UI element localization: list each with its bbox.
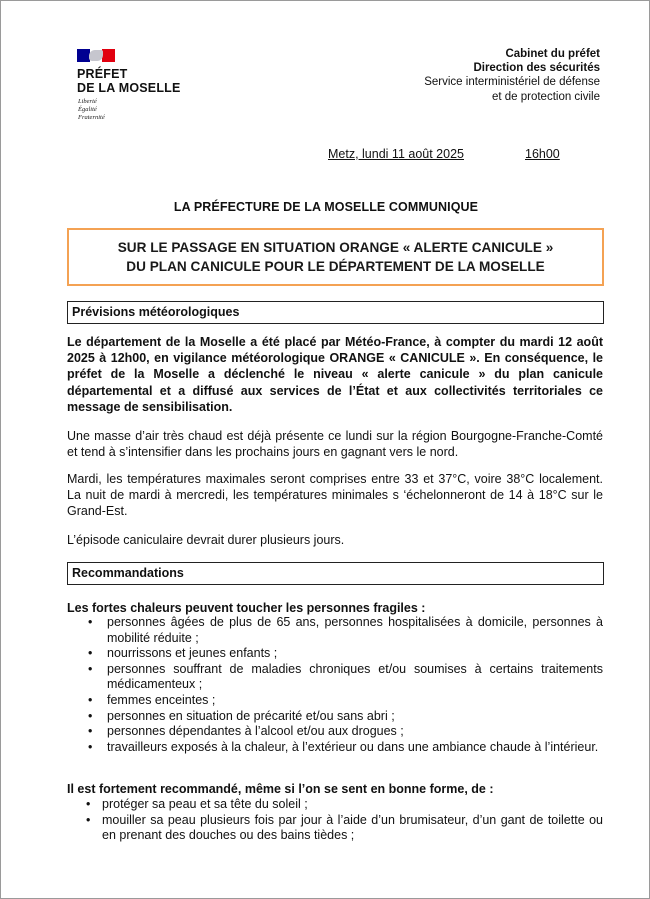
service-label-line1: Service interministériel de défense [424, 76, 600, 89]
bullet-icon: • [88, 724, 93, 739]
motto-fraternite: Fraternité [78, 114, 105, 121]
prefecture-name-line1: PRÉFET [77, 67, 128, 81]
list-item-text: protéger sa peau et sa tête du soleil ; [102, 797, 308, 811]
marianne-flag-logo [77, 49, 115, 62]
list-item [67, 693, 603, 709]
bullet-icon: • [86, 797, 91, 811]
motto-egalite: Égalité [78, 106, 97, 113]
intro-paragraph: Le département de la Moselle a été placé par Météo-France, à compter du mardi 12 août 2025 à 12h00, en vigilance météorologique ORANGE « CANICULE ». En conséquence, le préfet de la Moselle a déclenché le niveau « alerte canicule » du plan canicule départemental et a diffusé aux services de l’État et aux collectivités territoriales ce message de sensibilisation. [67, 335, 603, 414]
list-item [67, 740, 603, 756]
list-item-text: mouiller sa peau plusieurs fois par jour à l’aide d’un brumisateur, d’un gant de toilette ou en prenant des douches ou des bains tièdes ; [102, 812, 603, 843]
duration-paragraph: L’épisode caniculaire devrait durer plusieurs jours. [67, 533, 345, 547]
list-item-text: personnes âgées de plus de 65 ans, personnes hospitalisées à domicile, personnes à mobilité réduite ; [107, 615, 603, 645]
direction-label: Direction des sécurités [473, 62, 600, 75]
list-item-text: travailleurs exposés à la chaleur, à l’extérieur ou dans une ambiance chaude à l’intérieur. [107, 739, 599, 754]
communique-heading: LA PRÉFECTURE DE LA MOSELLE COMMUNIQUE [173, 200, 479, 214]
place-date: Metz, lundi 11 août 2025 [328, 147, 464, 161]
list-item [67, 813, 603, 844]
motto-liberte: Liberté [78, 98, 97, 105]
advice-list [67, 797, 603, 844]
republic-motto [78, 98, 105, 122]
list-item-text: personnes en situation de précarité et/ou sans abri ; [107, 708, 395, 723]
alert-title-line2: DU PLAN CANICULE POUR LE DÉPARTEMENT DE LA MOSELLE [126, 259, 545, 274]
cabinet-label: Cabinet du préfet [505, 48, 600, 60]
prefecture-name-line2: DE LA MOSELLE [77, 81, 181, 95]
list-item-text: personnes souffrant de maladies chroniques et/ou soumises à certains traitements médicamenteux ; [107, 661, 603, 692]
fragile-people-list [67, 615, 603, 755]
list-item [67, 662, 603, 693]
issuing-service [424, 47, 600, 104]
air-mass-paragraph: Une masse d’air très chaud est déjà présente ce lundi sur la région Bourgogne-Franche-Comté et tend à s’intensifier dans les prochains jours en gagnant vers le nord. [67, 429, 603, 460]
service-label-line2: et de protection civile [491, 90, 600, 103]
bullet-icon: • [88, 615, 93, 629]
list-item-text: nourrissons et jeunes enfants ; [107, 646, 278, 661]
bullet-icon: • [88, 739, 93, 754]
list-item-text: femmes enceintes ; [107, 692, 216, 707]
temperatures-paragraph: Mardi, les températures maximales seront comprises entre 33 et 37°C, voire 38°C localement. La nuit de mardi à mercredi, les températures minimales s ‘échelonneront de 14 à 18°C sur le Grand-Est. [67, 472, 603, 519]
bullet-icon: • [88, 708, 93, 723]
bullet-icon: • [88, 646, 93, 661]
list-item [67, 797, 603, 813]
bullet-icon: • [88, 661, 93, 676]
prefecture-name [77, 67, 181, 95]
section-recommandations-title: Recommandations [67, 562, 604, 585]
alert-title-box [67, 228, 604, 286]
alert-title-line1: SUR LE PASSAGE EN SITUATION ORANGE « ALERTE CANICULE » [117, 240, 554, 255]
list-item [67, 646, 603, 662]
fragile-people-heading: Les fortes chaleurs peuvent toucher les personnes fragiles : [67, 601, 426, 615]
bullet-icon: • [86, 812, 91, 827]
list-item [67, 615, 603, 646]
list-item [67, 709, 603, 725]
bullet-icon: • [88, 692, 93, 707]
advice-heading: Il est fortement recommandé, même si l’on se sent en bonne forme, de : [67, 782, 494, 796]
list-item-text: personnes dépendantes à l’alcool et/ou aux drogues ; [107, 724, 404, 739]
section-previsions-title: Prévisions météorologiques [67, 301, 604, 324]
release-time: 16h00 [525, 147, 560, 161]
list-item [67, 724, 603, 740]
